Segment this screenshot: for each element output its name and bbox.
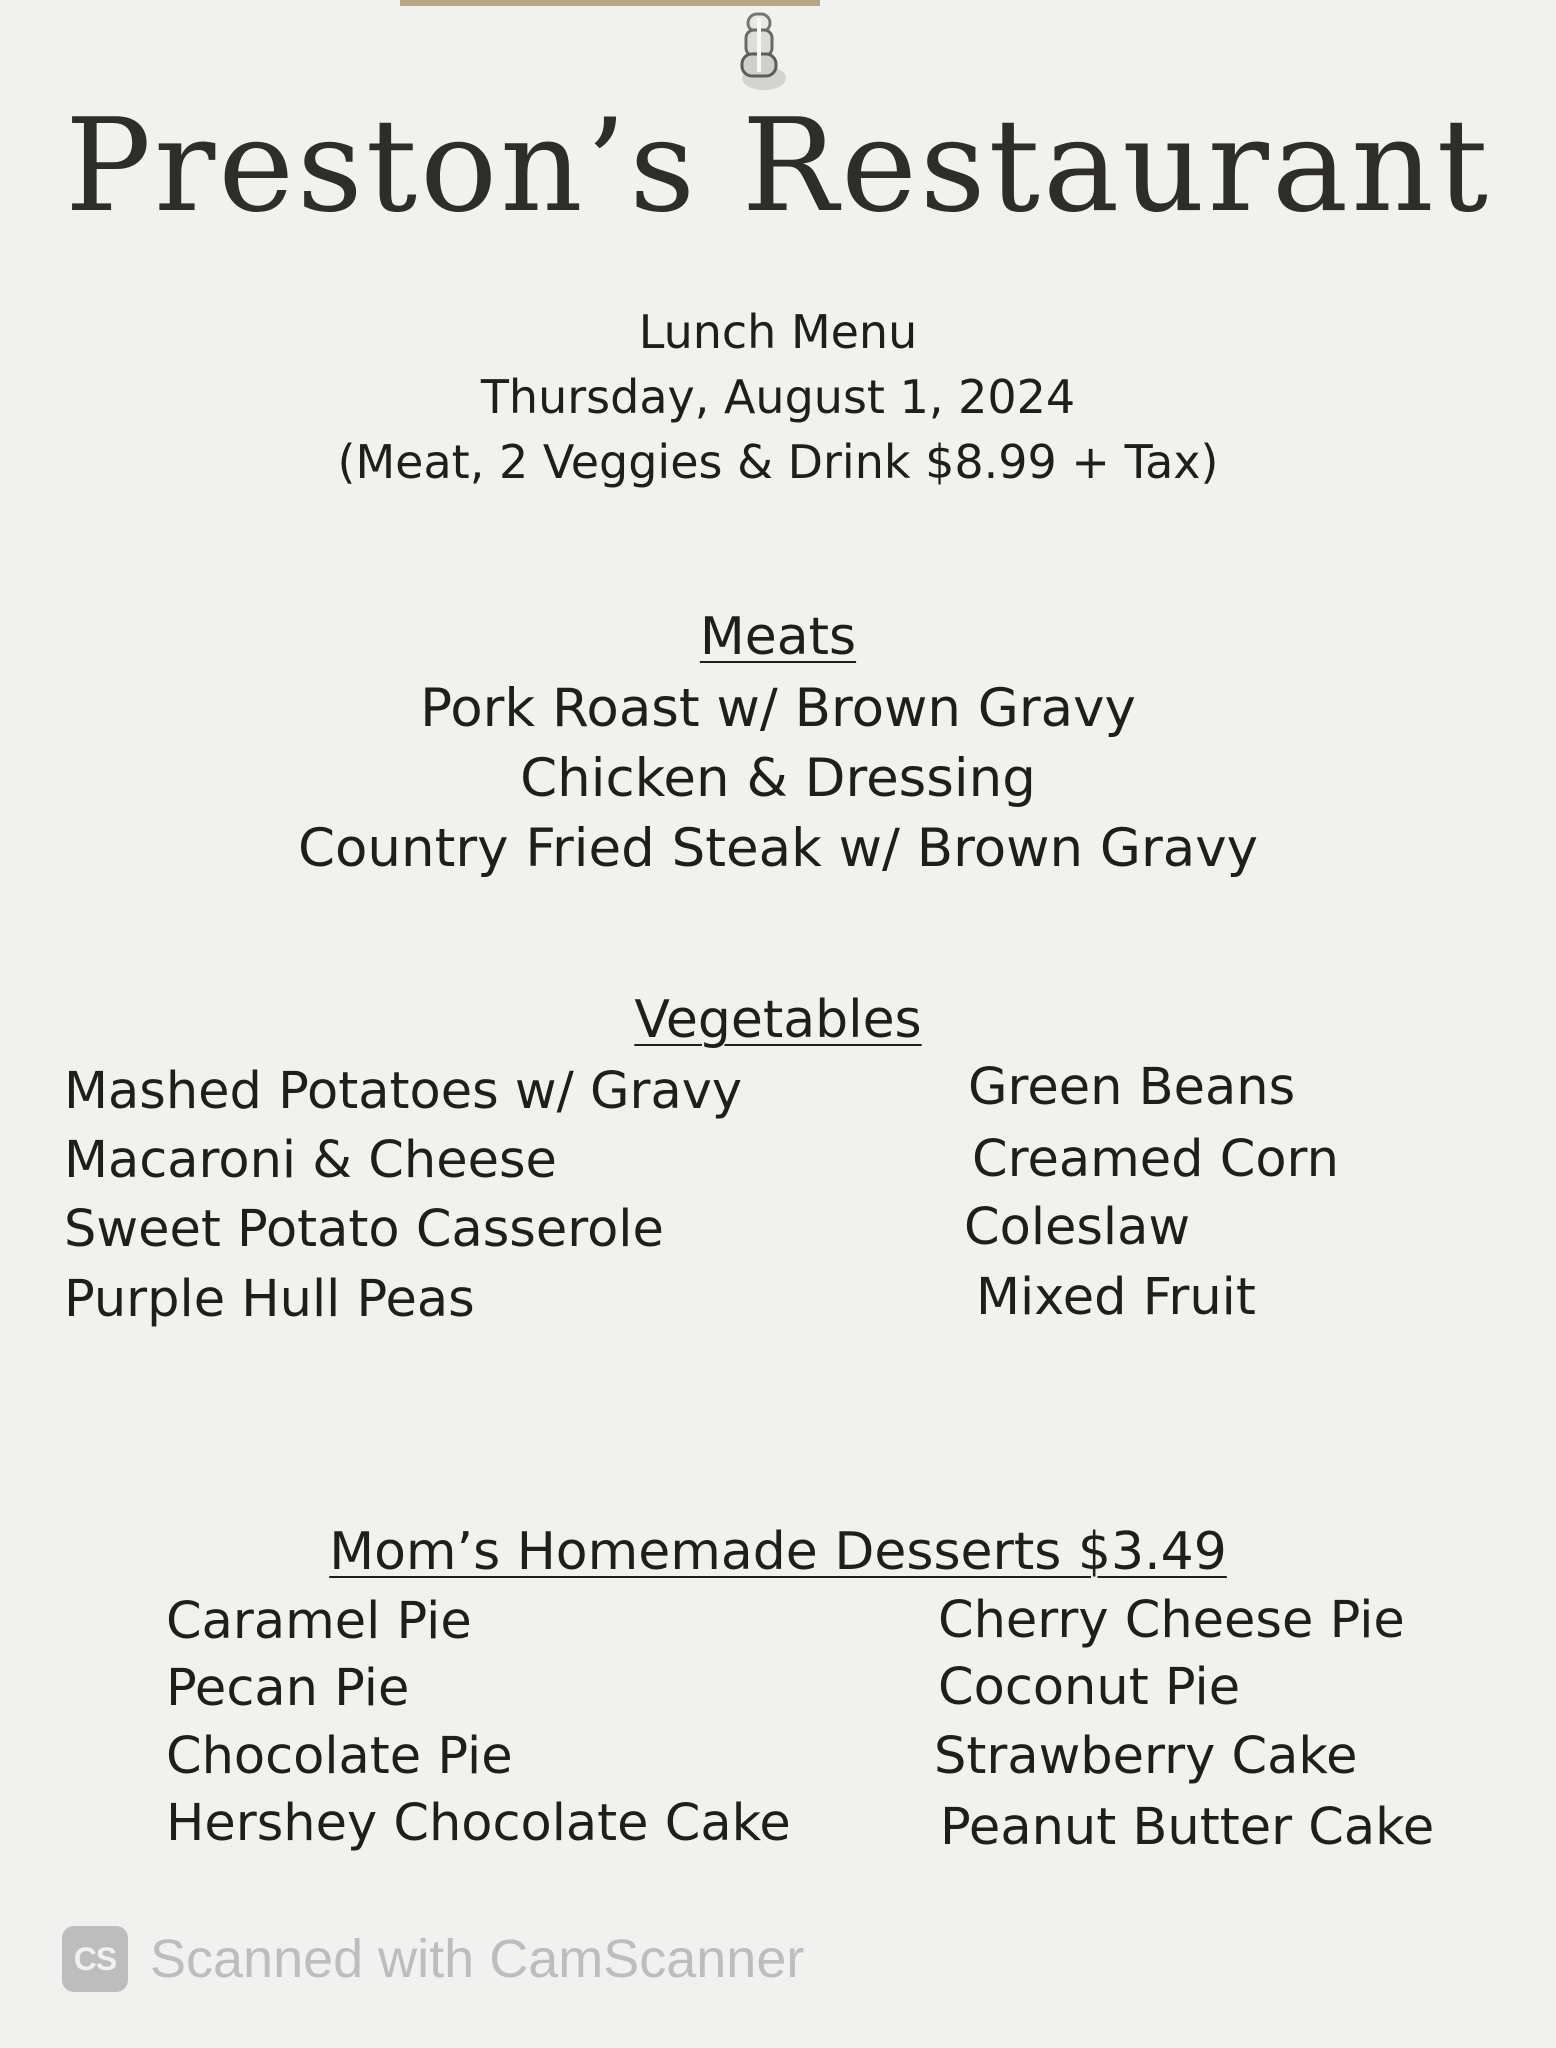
dessert-item: Hershey Chocolate Cake <box>166 1794 791 1853</box>
menu-date: Thursday, August 1, 2024 <box>480 370 1076 424</box>
dessert-item: Coconut Pie <box>938 1658 1241 1717</box>
dessert-item: Peanut Butter Cake <box>940 1798 1435 1857</box>
pushpin-icon <box>728 8 792 104</box>
vegetable-item: Sweet Potato Casserole <box>64 1200 664 1259</box>
watermark-text: Scanned with CamScanner <box>150 1929 805 1989</box>
vegetables-heading: Vegetables <box>634 990 922 1050</box>
clipboard-edge <box>400 0 820 6</box>
dessert-item: Chocolate Pie <box>166 1727 513 1786</box>
dessert-item: Pecan Pie <box>166 1659 410 1718</box>
meats-heading: Meats <box>699 607 857 667</box>
dessert-item: Cherry Cheese Pie <box>938 1591 1405 1650</box>
meal-deal: (Meat, 2 Veggies & Drink $8.99 + Tax) <box>337 435 1219 489</box>
vegetable-item: Coleslaw <box>964 1198 1191 1257</box>
dessert-item: Strawberry Cake <box>934 1727 1358 1786</box>
vegetable-item: Mashed Potatoes w/ Gravy <box>64 1062 743 1121</box>
vegetable-item: Mixed Fruit <box>976 1268 1256 1327</box>
scanner-watermark <box>62 1924 804 1994</box>
vegetable-item: Green Beans <box>968 1058 1296 1117</box>
vegetable-item: Creamed Corn <box>972 1130 1339 1189</box>
meat-item: Country Fried Steak w/ Brown Gravy <box>297 818 1258 879</box>
restaurant-name: Preston’s Restaurant <box>64 92 1492 241</box>
desserts-heading: Mom’s Homemade Desserts $3.49 <box>329 1522 1227 1582</box>
vegetable-item: Macaroni & Cheese <box>64 1131 557 1190</box>
meat-item: Pork Roast w/ Brown Gravy <box>420 678 1136 739</box>
vegetable-item: Purple Hull Peas <box>64 1270 475 1329</box>
menu-name: Lunch Menu <box>638 305 918 359</box>
dessert-item: Caramel Pie <box>166 1592 472 1651</box>
meat-item: Chicken & Dressing <box>520 748 1036 809</box>
camscanner-logo-icon: CS <box>62 1926 128 1992</box>
